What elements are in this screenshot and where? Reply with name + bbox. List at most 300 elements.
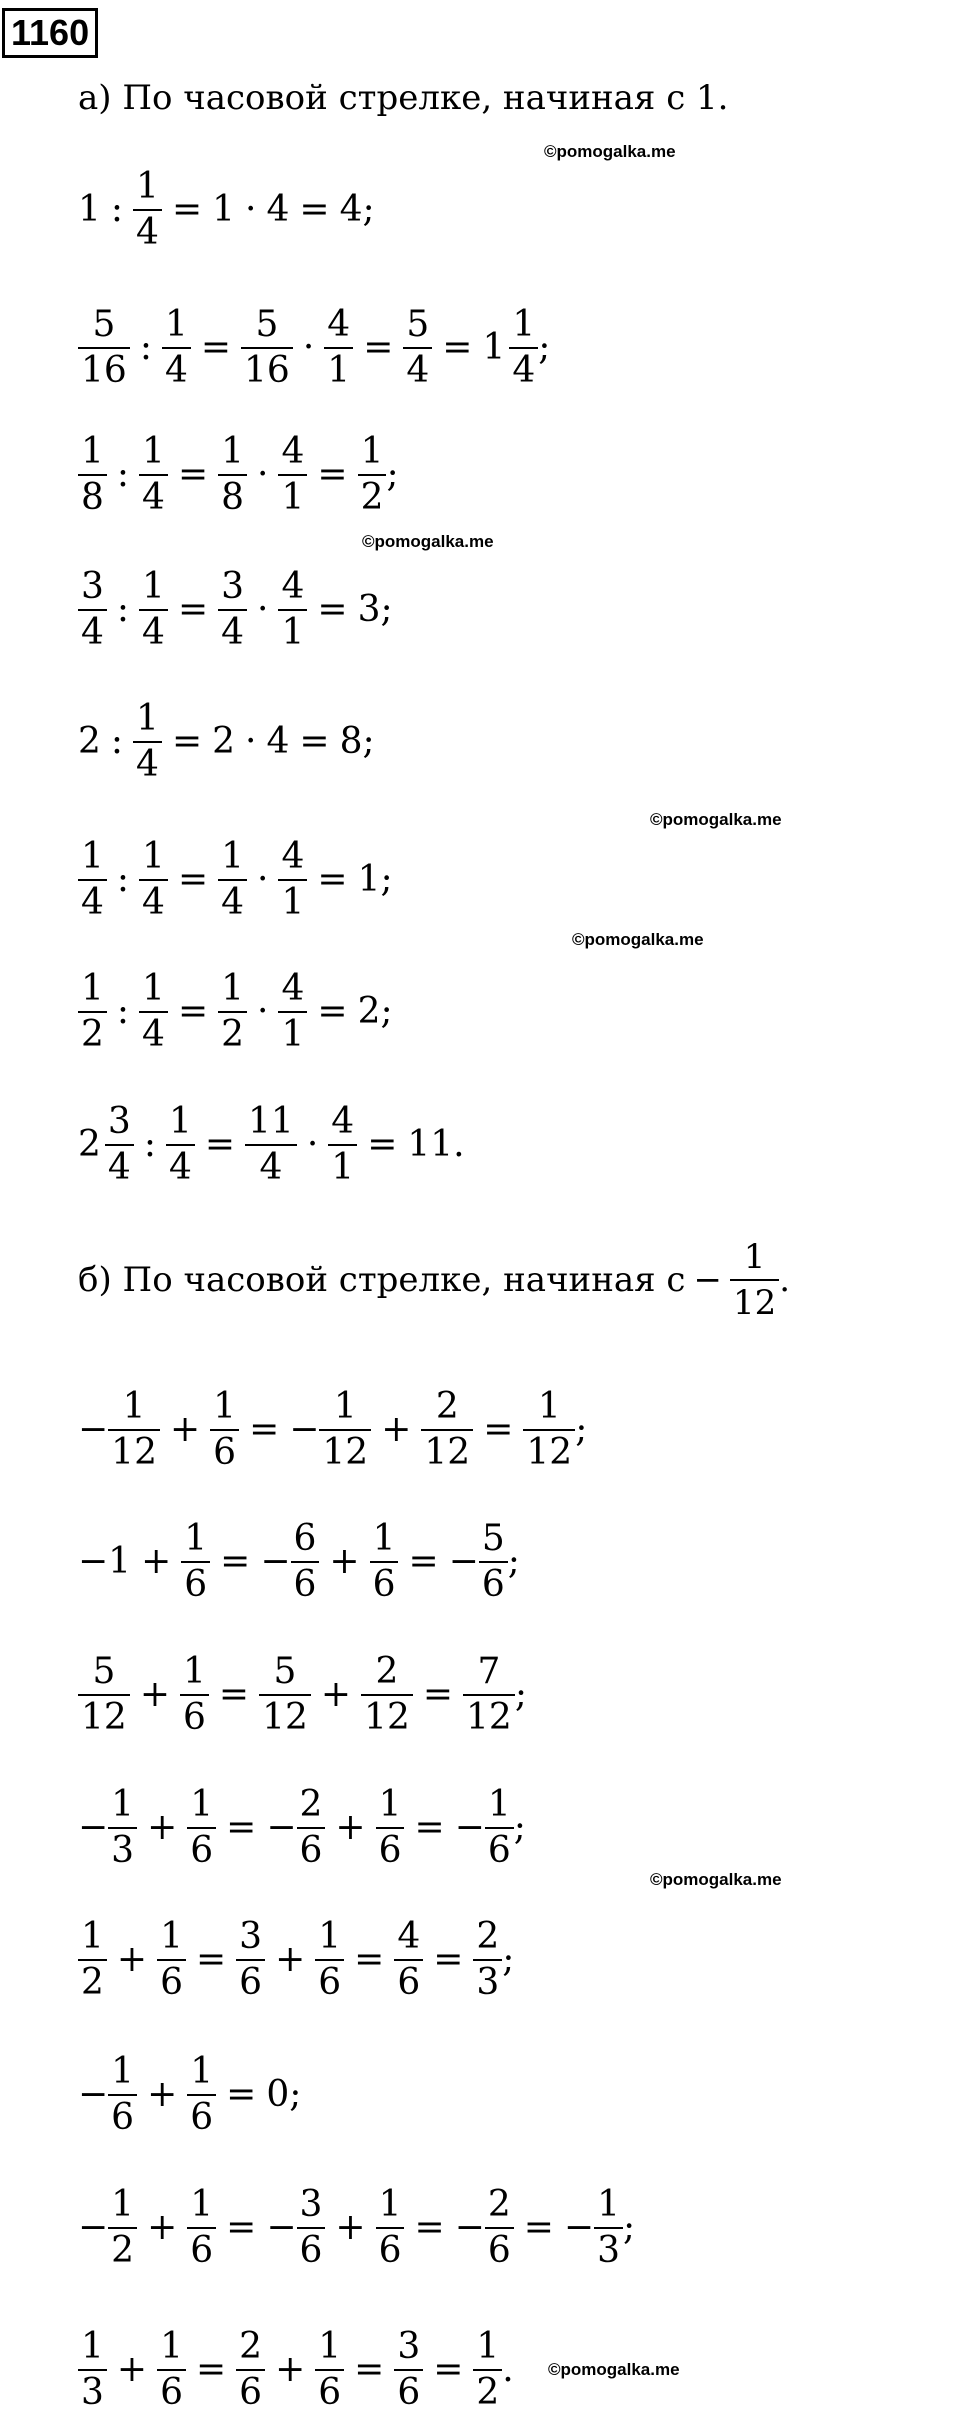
denominator: 1 (281, 1014, 305, 1056)
fraction (218, 967, 247, 1058)
fraction (133, 697, 162, 788)
watermark: ©pomogalka.me (544, 142, 676, 161)
math-operator: = (299, 721, 330, 762)
math-operator: : (116, 454, 130, 495)
math-operator: = (433, 1939, 464, 1980)
denominator: 6 (481, 1564, 505, 1606)
watermark: ©pomogalka.me (362, 532, 494, 551)
denominator: 2 (81, 1962, 104, 2004)
numerator: 1 (81, 1915, 104, 1957)
denominator: 4 (406, 350, 430, 392)
fraction (291, 1517, 320, 1608)
fraction (523, 1385, 575, 1476)
numerator: 7 (477, 1650, 501, 1692)
math-text: 4 (266, 721, 290, 762)
math-operator: = (414, 2207, 445, 2248)
math-text: − (260, 1541, 291, 1582)
numerator: 4 (281, 967, 305, 1009)
numerator: 1 (476, 2325, 500, 2367)
math-operator: + (141, 1541, 172, 1582)
watermark: ©pomogalka.me (650, 1870, 782, 1889)
math-operator: = (171, 189, 203, 230)
equation-row (78, 2168, 635, 2288)
denominator: 8 (81, 477, 104, 519)
numerator: 1 (333, 1385, 357, 1427)
fraction (108, 2050, 137, 2141)
fraction (394, 2325, 423, 2416)
math-text: − (78, 1807, 109, 1848)
math-text: 1 (212, 189, 236, 230)
denominator: 1 (281, 612, 305, 654)
denominator: 4 (168, 1147, 192, 1189)
fraction (473, 2325, 502, 2416)
denominator: 4 (81, 882, 104, 924)
fraction (78, 835, 107, 926)
fraction (297, 2183, 326, 2274)
whole-part: 2 (78, 1124, 101, 1165)
math-operator: = (483, 1409, 514, 1450)
denominator: 6 (239, 1962, 263, 2004)
fraction (139, 565, 168, 656)
numerator: 3 (107, 1100, 131, 1142)
numerator: 1 (221, 835, 245, 877)
fraction (210, 1385, 239, 1476)
numerator: 1 (81, 835, 104, 877)
denominator: 12 (526, 1432, 573, 1474)
math-operator: = (226, 2207, 257, 2248)
math-operator: = (422, 1674, 454, 1715)
math-text: 3; (357, 589, 393, 630)
denominator: 1 (281, 477, 305, 519)
fraction (218, 430, 247, 521)
denominator: 12 (466, 1697, 512, 1739)
denominator: 4 (221, 882, 245, 924)
math-text: − (78, 2207, 109, 2248)
math-operator: · (257, 454, 269, 495)
fraction (187, 2183, 216, 2274)
math-operator: : (116, 859, 130, 900)
math-operator: = (299, 189, 330, 230)
numerator: 1 (360, 430, 384, 472)
fraction (108, 1783, 137, 1874)
numerator: 4 (281, 565, 305, 607)
math-text: − (266, 2207, 297, 2248)
numerator: 2 (487, 2183, 511, 2225)
part-b-start-end: . (779, 1260, 791, 1300)
fraction (78, 565, 107, 656)
math-text: 1 (78, 189, 101, 230)
equation-row (78, 1635, 527, 1755)
equation-row (78, 1768, 526, 1888)
numerator: 1 (136, 697, 159, 739)
numerator: 1 (111, 2050, 135, 2092)
math-text: 1; (357, 859, 393, 900)
math-text: 4 (266, 189, 290, 230)
fraction (485, 2183, 514, 2274)
numerator: 1 (168, 1100, 192, 1142)
numerator: 1 (142, 967, 165, 1009)
fraction (187, 2050, 216, 2141)
math-text: ; (386, 454, 399, 495)
numerator: 2 (239, 2325, 263, 2367)
fraction (278, 565, 307, 656)
denominator: 3 (597, 2230, 620, 2272)
denominator: 12 (262, 1697, 308, 1739)
numerator: 1 (378, 2183, 402, 2225)
math-operator: : (110, 721, 124, 762)
numerator: 5 (481, 1517, 505, 1559)
fraction (236, 2325, 265, 2416)
math-text: − (78, 2074, 109, 2115)
fraction (328, 1100, 357, 1191)
equation-row (78, 415, 399, 535)
math-operator: : (116, 589, 130, 630)
equation-row (78, 952, 393, 1072)
denominator: 2 (360, 477, 384, 519)
numerator: 6 (293, 1517, 317, 1559)
fraction (245, 1100, 297, 1191)
math-operator: = (177, 991, 209, 1032)
denominator: 6 (111, 2097, 135, 2139)
denominator: 4 (259, 1147, 283, 1189)
numerator: 1 (111, 2183, 135, 2225)
numerator: 3 (397, 2325, 421, 2367)
denominator: 4 (136, 744, 159, 786)
fraction (463, 1650, 515, 1741)
part-b-start-sign: − (693, 1260, 722, 1300)
math-operator: + (147, 2207, 178, 2248)
denominator: 6 (318, 1962, 342, 2004)
fraction (479, 1517, 508, 1608)
denominator: 1 (327, 350, 351, 392)
fraction (139, 430, 168, 521)
denominator: 6 (378, 2230, 402, 2272)
math-operator: = (523, 2207, 554, 2248)
math-operator: · (257, 991, 269, 1032)
numerator: 5 (273, 1650, 297, 1692)
numerator: 3 (299, 2183, 323, 2225)
fraction (157, 2325, 186, 2416)
numerator: 1 (190, 1783, 214, 1825)
denominator: 6 (190, 1830, 214, 1872)
math-operator: = (177, 454, 209, 495)
math-text: ; (507, 1541, 520, 1582)
math-operator: = (226, 2074, 257, 2115)
denominator: 3 (476, 1962, 500, 2004)
denominator: 4 (164, 350, 188, 392)
denominator: 3 (111, 1830, 135, 1872)
denominator: 4 (142, 477, 165, 519)
denominator: 1 (331, 1147, 355, 1189)
math-text: ; (514, 1674, 527, 1715)
denominator: 4 (142, 1014, 165, 1056)
math-text: − (266, 1807, 297, 1848)
math-text: 2 (78, 721, 101, 762)
denominator: 12 (424, 1432, 471, 1474)
part-b-heading: б) По часовой стрелке, начиная с (78, 1260, 686, 1300)
fraction (187, 1783, 216, 1874)
numerator: 1 (221, 967, 245, 1009)
denominator: 4 (142, 612, 165, 654)
equation-row (78, 2310, 514, 2430)
math-text: 2 (212, 721, 236, 762)
fraction (139, 967, 168, 1058)
math-text: − (454, 1807, 485, 1848)
numerator: 2 (435, 1385, 459, 1427)
denominator: 6 (378, 1830, 402, 1872)
fraction (139, 835, 168, 926)
numerator: 1 (184, 1517, 208, 1559)
fraction (180, 1650, 209, 1741)
equation-row (78, 2035, 301, 2155)
fraction (324, 303, 353, 394)
watermark: ©pomogalka.me (650, 810, 782, 829)
fraction (166, 1100, 195, 1191)
numerator: 1 (142, 430, 165, 472)
numerator: 1 (190, 2183, 214, 2225)
denominator: 12 (111, 1432, 157, 1474)
denominator: 6 (213, 1432, 237, 1474)
math-operator: = (317, 589, 348, 630)
fraction (361, 1650, 413, 1741)
fraction (319, 1385, 371, 1476)
fraction (394, 1915, 423, 2006)
math-text: − (454, 2207, 485, 2248)
fraction (78, 1915, 107, 2006)
math-text: 0; (266, 2074, 302, 2115)
math-operator: + (381, 1409, 412, 1450)
fraction (594, 2183, 623, 2274)
mixed-number (78, 1100, 134, 1191)
fraction (218, 835, 247, 926)
denominator: 16 (81, 350, 127, 392)
denominator: 6 (182, 1697, 206, 1739)
numerator: 4 (281, 835, 305, 877)
math-operator: + (139, 1674, 170, 1715)
denominator: 2 (111, 2230, 135, 2272)
denominator: 3 (81, 2372, 104, 2414)
denominator: 6 (318, 2372, 342, 2414)
numerator: 1 (182, 1650, 206, 1692)
fraction (78, 967, 107, 1058)
numerator: 4 (331, 1100, 355, 1142)
math-operator: = (367, 1124, 398, 1165)
numerator: 1 (378, 1783, 402, 1825)
equation-row (78, 1085, 465, 1205)
fraction (358, 430, 387, 521)
whole-part: 1 (482, 327, 506, 368)
numerator: 1 (164, 303, 188, 345)
denominator: 16 (244, 350, 290, 392)
numerator: 1 (136, 165, 159, 207)
numerator: 2 (299, 1783, 323, 1825)
numerator: 2 (375, 1650, 399, 1692)
denominator: 6 (160, 1962, 183, 2004)
fraction (108, 2183, 137, 2274)
denominator: 12 (322, 1432, 369, 1474)
numerator: 1 (81, 967, 104, 1009)
fraction (485, 1783, 514, 1874)
numerator: 4 (397, 1915, 421, 1957)
equation-row (78, 288, 550, 408)
math-operator: = (442, 327, 473, 368)
denominator: 6 (184, 1564, 208, 1606)
numerator: 5 (92, 1650, 116, 1692)
watermark: ©pomogalka.me (572, 930, 704, 949)
fraction (108, 1385, 160, 1476)
numerator: 1 (213, 1385, 237, 1427)
math-operator: = (414, 1807, 445, 1848)
equation-row (78, 1370, 587, 1490)
fraction (315, 2325, 344, 2416)
fraction (133, 165, 162, 256)
denominator: 6 (487, 2230, 511, 2272)
equation-row (78, 682, 375, 802)
equation-row (78, 150, 375, 270)
math-operator: = (177, 589, 209, 630)
math-text: − (289, 1409, 320, 1450)
fraction (78, 303, 130, 394)
numerator: 1 (111, 1783, 135, 1825)
numerator: 5 (255, 303, 279, 345)
math-operator: + (329, 1541, 360, 1582)
numerator: 11 (248, 1100, 294, 1142)
task-number: 1160 (2, 8, 98, 58)
denominator: 4 (221, 612, 245, 654)
math-text: ; (575, 1409, 588, 1450)
numerator: 1 (160, 1915, 183, 1957)
fraction (315, 1915, 344, 2006)
math-operator: · (245, 721, 257, 762)
fraction (278, 967, 307, 1058)
fraction (236, 1915, 265, 2006)
fraction (181, 1517, 210, 1608)
numerator: 1 (160, 2325, 183, 2367)
math-operator: = (433, 2349, 464, 2390)
denominator: 6 (299, 2230, 323, 2272)
numerator: 1 (372, 1517, 396, 1559)
denominator: 4 (81, 612, 104, 654)
fraction (370, 1517, 399, 1608)
denominator: 2 (221, 1014, 245, 1056)
numerator: 3 (221, 565, 245, 607)
fraction (78, 2325, 107, 2416)
math-operator: · (257, 589, 269, 630)
fraction (473, 1915, 502, 2006)
equation-row (78, 550, 393, 670)
math-operator: · (306, 1124, 319, 1165)
numerator: 4 (327, 303, 351, 345)
denominator: 6 (190, 2097, 214, 2139)
numerator: 1 (487, 1783, 511, 1825)
fraction (278, 835, 307, 926)
numerator: 1 (142, 835, 165, 877)
math-text: −1 (78, 1541, 132, 1582)
math-operator: : (110, 189, 124, 230)
fraction (376, 1783, 405, 1874)
numerator: 1 (81, 2325, 104, 2367)
math-operator: = (317, 859, 348, 900)
equation-row (78, 820, 393, 940)
fraction (259, 1650, 311, 1741)
math-operator: = (354, 1939, 385, 1980)
math-operator: = (249, 1409, 280, 1450)
numerator: 1 (221, 430, 245, 472)
math-text: ; (622, 2207, 636, 2248)
part-b-heading-row (78, 1220, 790, 1340)
denominator: 4 (512, 350, 536, 392)
math-text: ; (502, 1939, 515, 1980)
denominator: 6 (190, 2230, 214, 2272)
math-text: − (448, 1541, 479, 1582)
numerator: 1 (597, 2183, 620, 2225)
fraction (105, 1100, 134, 1191)
math-operator: · (245, 189, 257, 230)
math-text: 4; (339, 189, 375, 230)
math-operator: + (147, 2074, 178, 2115)
denominator: 6 (372, 1564, 396, 1606)
numerator: 1 (318, 2325, 342, 2367)
denominator: 6 (160, 2372, 183, 2414)
math-text: . (502, 2349, 514, 2390)
denominator: 1 (281, 882, 305, 924)
numerator: 1 (512, 303, 536, 345)
math-operator: = (218, 1674, 250, 1715)
equation-row (78, 1900, 514, 2020)
denominator: 6 (397, 2372, 421, 2414)
numerator: 1 (318, 1915, 342, 1957)
math-operator: = (195, 2349, 227, 2390)
fraction (241, 303, 293, 394)
denominator: 2 (476, 2372, 500, 2414)
numerator: 1 (190, 2050, 214, 2092)
math-operator: + (116, 2349, 148, 2390)
mixed-number (482, 303, 538, 394)
math-operator: = (363, 327, 394, 368)
math-operator: = (408, 1541, 439, 1582)
math-operator: + (116, 1939, 148, 1980)
numerator: 5 (92, 303, 116, 345)
fraction (421, 1385, 473, 1476)
math-operator: + (335, 1807, 366, 1848)
equation-row (78, 1502, 520, 1622)
numerator: 4 (281, 430, 305, 472)
fraction (157, 1915, 186, 2006)
denominator: 4 (136, 212, 159, 254)
fraction (78, 1650, 130, 1741)
math-operator: : (116, 991, 130, 1032)
numerator: 1 (142, 565, 165, 607)
math-operator: = (195, 1939, 227, 1980)
math-operator: + (275, 2349, 306, 2390)
math-operator: = (177, 859, 209, 900)
math-operator: · (302, 327, 315, 368)
math-operator: = (200, 327, 232, 368)
math-operator: : (143, 1124, 156, 1165)
numerator: 5 (406, 303, 430, 345)
math-text: ; (513, 1807, 526, 1848)
fraction (509, 303, 538, 394)
part-a-heading: а) По часовой стрелке, начиная с 1. (78, 78, 729, 118)
math-operator: = (354, 2349, 385, 2390)
numerator: 1 (81, 430, 104, 472)
math-text: 2; (357, 991, 393, 1032)
fraction (376, 2183, 405, 2274)
denominator: 6 (487, 1830, 511, 1872)
math-text: − (563, 2207, 595, 2248)
math-text: ; (538, 327, 551, 368)
fraction (403, 303, 432, 394)
